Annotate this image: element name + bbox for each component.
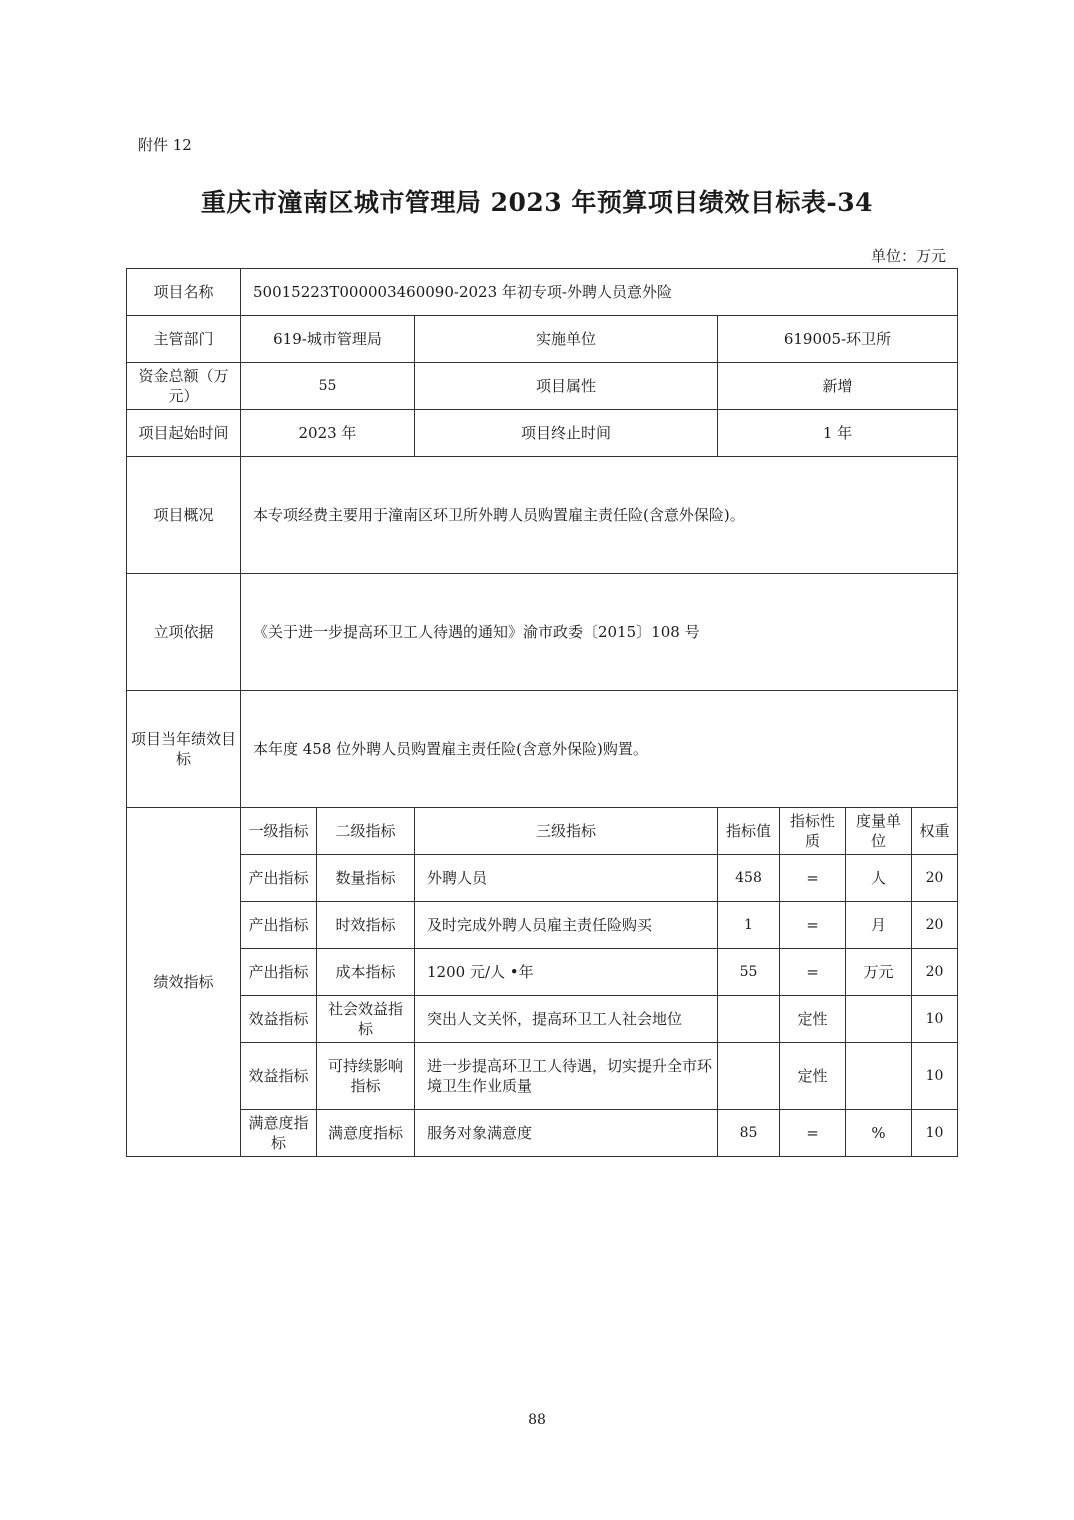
indicator-row — [127, 949, 958, 996]
attr-value: 新增 — [718, 363, 958, 410]
indicator-level1: 产出指标 — [241, 902, 317, 949]
header-weight: 权重 — [912, 808, 958, 855]
indicator-unit — [846, 1043, 912, 1110]
header-unit: 度量单位 — [846, 808, 912, 855]
indicator-level3: 服务对象满意度 — [415, 1110, 718, 1157]
indicator-unit: % — [846, 1110, 912, 1157]
fund-label: 资金总额（万元） — [127, 363, 241, 410]
indicator-level2: 可持续影响指标 — [317, 1043, 415, 1110]
indicator-level3: 及时完成外聘人员雇主责任险购买 — [415, 902, 718, 949]
indicator-nature: 定性 — [780, 996, 846, 1043]
header-level3: 三级指标 — [415, 808, 718, 855]
header-nature: 指标性质 — [780, 808, 846, 855]
project-name-label: 项目名称 — [127, 269, 241, 316]
unit-label: 单位：万元 — [870, 247, 946, 265]
indicator-level1: 产出指标 — [241, 949, 317, 996]
indicator-level3: 1200 元/人 •年 — [415, 949, 718, 996]
start-value: 2023 年 — [241, 410, 415, 457]
indicator-header-row — [127, 808, 958, 855]
indicator-level1: 产出指标 — [241, 855, 317, 902]
row-time — [127, 410, 958, 457]
goal-value: 本年度 458 位外聘人员购置雇主责任险(含意外保险)购置。 — [241, 691, 958, 808]
indicator-nature: = — [780, 949, 846, 996]
indicator-weight: 10 — [912, 1110, 958, 1157]
header-value: 指标值 — [718, 808, 780, 855]
indicator-nature: = — [780, 902, 846, 949]
row-overview — [127, 457, 958, 574]
page-title: 重庆市潼南区城市管理局 2023 年预算项目绩效目标表-34 — [200, 188, 874, 217]
indicator-unit: 月 — [846, 902, 912, 949]
indicator-unit — [846, 996, 912, 1043]
indicator-level3: 外聘人员 — [415, 855, 718, 902]
indicator-nature: = — [780, 1110, 846, 1157]
indicator-unit: 万元 — [846, 949, 912, 996]
dept-label: 主管部门 — [127, 316, 241, 363]
project-name-value: 50015223T000003460090-2023 年初专项-外聘人员意外险 — [241, 269, 958, 316]
indicator-level2: 时效指标 — [317, 902, 415, 949]
indicator-weight: 20 — [912, 902, 958, 949]
indicator-row — [127, 902, 958, 949]
indicator-level3: 突出人文关怀，提高环卫工人社会地位 — [415, 996, 718, 1043]
indicator-level1: 效益指标 — [241, 996, 317, 1043]
start-label: 项目起始时间 — [127, 410, 241, 457]
overview-value: 本专项经费主要用于潼南区环卫所外聘人员购置雇主责任险(含意外保险)。 — [241, 457, 958, 574]
end-value: 1 年 — [718, 410, 958, 457]
indicator-weight: 20 — [912, 855, 958, 902]
indicator-value: 458 — [718, 855, 780, 902]
indicator-weight: 20 — [912, 949, 958, 996]
indicator-row — [127, 855, 958, 902]
indicators-section-label: 绩效指标 — [127, 808, 241, 1157]
fund-value: 55 — [241, 363, 415, 410]
performance-table — [126, 268, 958, 1157]
overview-label: 项目概况 — [127, 457, 241, 574]
indicator-level2: 成本指标 — [317, 949, 415, 996]
row-basis — [127, 574, 958, 691]
indicator-nature: = — [780, 855, 846, 902]
row-department — [127, 316, 958, 363]
header-level2: 二级指标 — [317, 808, 415, 855]
indicator-row — [127, 1110, 958, 1157]
attachment-label: 附件 12 — [138, 136, 192, 154]
indicator-level2: 满意度指标 — [317, 1110, 415, 1157]
indicator-level1: 效益指标 — [241, 1043, 317, 1110]
indicator-level2: 社会效益指标 — [317, 996, 415, 1043]
indicator-row — [127, 1043, 958, 1110]
impl-value: 619005-环卫所 — [718, 316, 958, 363]
row-project-name — [127, 269, 958, 316]
indicator-level2: 数量指标 — [317, 855, 415, 902]
indicator-value: 55 — [718, 949, 780, 996]
goal-label: 项目当年绩效目标 — [127, 691, 241, 808]
indicator-value — [718, 996, 780, 1043]
indicator-value: 85 — [718, 1110, 780, 1157]
indicator-value: 1 — [718, 902, 780, 949]
page-number: 88 — [528, 1412, 546, 1428]
row-fund — [127, 363, 958, 410]
indicator-level1: 满意度指标 — [241, 1110, 317, 1157]
indicator-level3: 进一步提高环卫工人待遇，切实提升全市环境卫生作业质量 — [415, 1043, 718, 1110]
indicator-weight: 10 — [912, 1043, 958, 1110]
indicator-unit: 人 — [846, 855, 912, 902]
attr-label: 项目属性 — [415, 363, 718, 410]
dept-value: 619-城市管理局 — [241, 316, 415, 363]
basis-label: 立项依据 — [127, 574, 241, 691]
end-label: 项目终止时间 — [415, 410, 718, 457]
indicator-nature: 定性 — [780, 1043, 846, 1110]
indicator-value — [718, 1043, 780, 1110]
basis-value: 《关于进一步提高环卫工人待遇的通知》渝市政委〔2015〕108 号 — [241, 574, 958, 691]
indicator-row — [127, 996, 958, 1043]
header-level1: 一级指标 — [241, 808, 317, 855]
impl-label: 实施单位 — [415, 316, 718, 363]
indicator-weight: 10 — [912, 996, 958, 1043]
row-goal — [127, 691, 958, 808]
